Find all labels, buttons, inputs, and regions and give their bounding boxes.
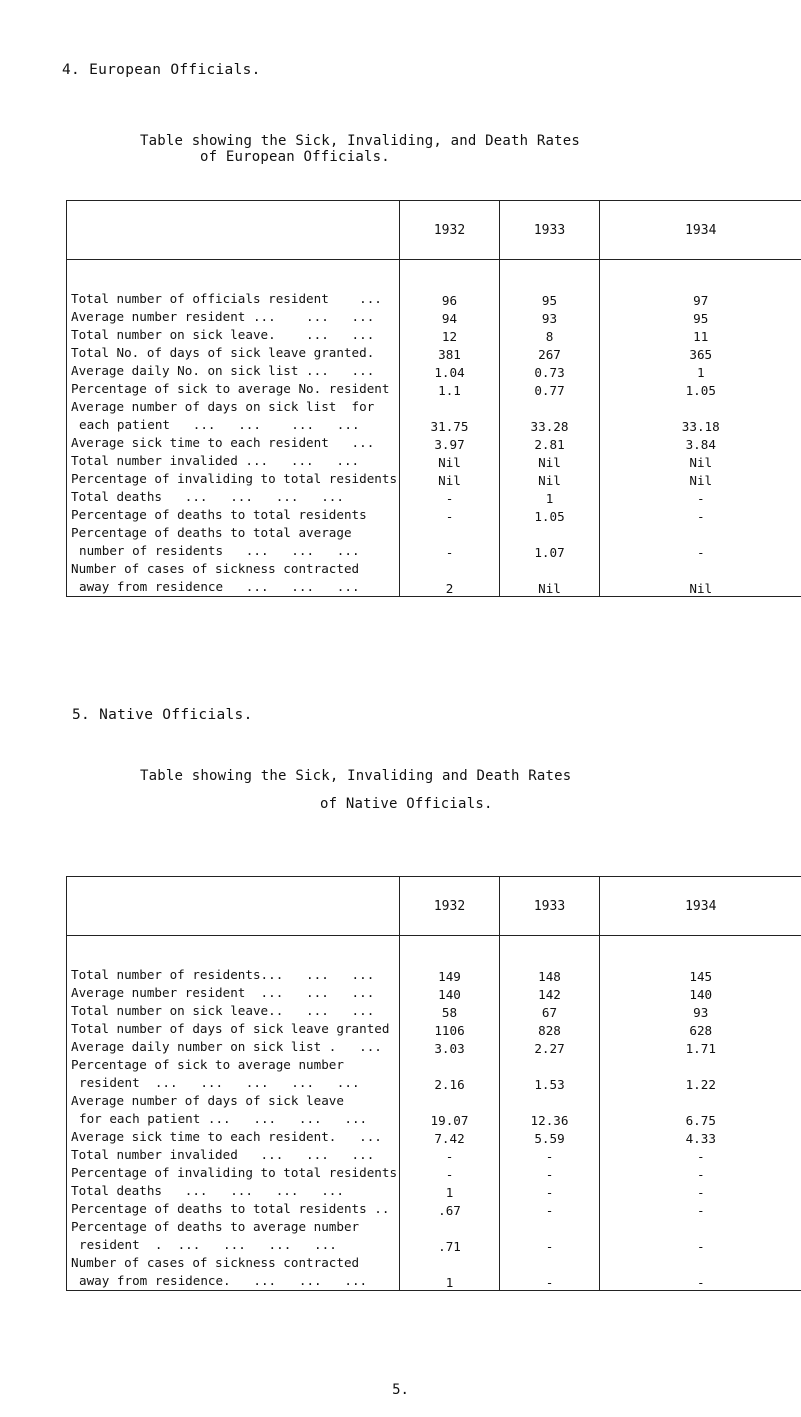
cell-1933: 1.07 — [500, 524, 600, 560]
cell-1932: - — [400, 524, 500, 560]
table-row — [67, 1182, 801, 1200]
row-label-line: Total number of days of sick leave granted — [71, 1021, 390, 1036]
table-row — [67, 344, 801, 362]
cell-1932: 1.1 — [400, 380, 500, 398]
cell-1933: 12.36 — [500, 1092, 600, 1128]
row-label — [67, 1146, 400, 1164]
row-label-line: Number of cases of sickness contracted — [71, 561, 360, 576]
section-4-caption-line-2: of European Officials. — [200, 149, 390, 165]
cell-1934: 140 — [689, 987, 713, 1002]
cell-1932: 2.16 — [400, 1056, 500, 1092]
cell-1934: Nil — [689, 473, 713, 488]
row-label-line: Percentage of invaliding to total residents — [71, 471, 398, 486]
cell-1933: - — [500, 1254, 600, 1291]
row-label-line: Average daily number on sick list . ... — [71, 1039, 382, 1054]
cell-1932: 3.97 — [400, 434, 500, 452]
cell-1934: - — [696, 1275, 705, 1290]
cell-1932: - — [400, 506, 500, 524]
cell-1933: 95 — [500, 260, 600, 309]
cell-1933: 1 — [500, 488, 600, 506]
cell-1932: 19.07 — [400, 1092, 500, 1128]
cell-1933: 142 — [500, 984, 600, 1002]
row-label — [67, 1020, 400, 1038]
cell-1933: - — [500, 1182, 600, 1200]
table-row — [67, 506, 801, 524]
row-label — [67, 452, 400, 470]
cell-1933: 2.27 — [500, 1038, 600, 1056]
cell-1934: - — [696, 1185, 705, 1200]
row-label — [67, 308, 400, 326]
cell-1932: 96 — [400, 260, 500, 309]
table-row — [67, 1146, 801, 1164]
row-label-line: Percentage of deaths to total residents — [71, 507, 367, 522]
table-row — [67, 398, 801, 434]
row-label-line: Percentage of deaths to total average — [71, 525, 352, 540]
table-row — [67, 434, 801, 452]
row-label — [67, 1002, 400, 1020]
table-row — [67, 1002, 801, 1020]
row-label-line: Total number of officials resident ... — [71, 291, 382, 306]
cell-1932: 3.03 — [400, 1038, 500, 1056]
cell-1933: 33.28 — [500, 398, 600, 434]
cell-1933: 2.81 — [500, 434, 600, 452]
cell-1932: 1 — [400, 1182, 500, 1200]
cell-1933: Nil — [500, 470, 600, 488]
table-row — [67, 308, 801, 326]
table-row — [67, 362, 801, 380]
cell-1934: 365 — [689, 347, 713, 362]
table-row — [67, 560, 801, 597]
cell-1934: 6.75 — [685, 1113, 716, 1128]
cell-1932: - — [400, 488, 500, 506]
table-row — [67, 488, 801, 506]
row-label-line: resident . ... ... ... ... — [79, 1237, 337, 1252]
cell-1934: - — [696, 509, 705, 524]
cell-1932: 12 — [400, 326, 500, 344]
row-label-line: each patient ... ... ... ... — [79, 417, 360, 432]
row-label-line: resident ... ... ... ... ... — [79, 1075, 360, 1090]
row-label-line: Average number of days of sick leave — [71, 1093, 344, 1108]
row-label-line: Percentage of deaths to total residents .. — [71, 1201, 390, 1216]
cell-1932: 94 — [400, 308, 500, 326]
cell-1934: - — [696, 1239, 705, 1254]
table-row — [67, 326, 801, 344]
cell-1933: Nil — [500, 452, 600, 470]
row-label — [67, 1200, 400, 1218]
cell-1934: - — [696, 1149, 705, 1164]
row-label — [67, 936, 400, 985]
row-label — [67, 1092, 400, 1128]
cell-1934: 1 — [696, 365, 705, 380]
cell-1932: 149 — [400, 936, 500, 985]
row-label — [67, 362, 400, 380]
native-officials-table — [66, 876, 801, 1291]
row-label — [67, 326, 400, 344]
cell-1933: 1.53 — [500, 1056, 600, 1092]
cell-1932: 1.04 — [400, 362, 500, 380]
row-label — [67, 434, 400, 452]
section-5-caption-line-1: Table showing the Sick, Invaliding and Death Rates — [140, 768, 572, 784]
row-label — [67, 1128, 400, 1146]
row-label-line: Average number resident ... ... ... — [71, 985, 375, 1000]
cell-1932: - — [400, 1146, 500, 1164]
cell-1934: - — [696, 1203, 705, 1218]
year-header-2: 1934 — [600, 201, 801, 260]
cell-1933: - — [500, 1200, 600, 1218]
section-5-heading: 5. Native Officials. — [72, 707, 253, 723]
cell-1933: 93 — [500, 308, 600, 326]
year-header-2: 1934 — [600, 877, 801, 936]
cell-1932: 2 — [400, 560, 500, 597]
cell-1932: .67 — [400, 1200, 500, 1218]
row-label — [67, 344, 400, 362]
cell-1934: 93 — [693, 1005, 709, 1020]
row-label-line: Total deaths ... ... ... ... — [71, 1183, 344, 1198]
row-label — [67, 1182, 400, 1200]
row-label-line: away from residence ... ... ... — [79, 579, 360, 594]
cell-1932: 381 — [400, 344, 500, 362]
cell-1932: Nil — [400, 470, 500, 488]
cell-1932: Nil — [400, 452, 500, 470]
table-row — [67, 524, 801, 560]
row-label-line: Average sick time to each resident ... — [71, 435, 375, 450]
row-label-line: Total number invalided ... ... ... — [71, 1147, 375, 1162]
cell-1933: 828 — [500, 1020, 600, 1038]
cell-1934: 1.71 — [685, 1041, 716, 1056]
cell-1933: 8 — [500, 326, 600, 344]
row-label-line: Percentage of deaths to average number — [71, 1219, 360, 1234]
table-row — [67, 1254, 801, 1291]
cell-1933: 67 — [500, 1002, 600, 1020]
cell-1934: 97 — [693, 293, 709, 308]
cell-1934: 1.22 — [685, 1077, 716, 1092]
row-label — [67, 380, 400, 398]
header-blank-cell — [67, 201, 400, 260]
row-label-line: Average number of days on sick list for — [71, 399, 375, 414]
year-header-0: 1932 — [400, 201, 500, 260]
cell-1934: Nil — [689, 455, 713, 470]
row-label — [67, 560, 400, 597]
row-label — [67, 1254, 400, 1291]
cell-1933: 267 — [500, 344, 600, 362]
table-row — [67, 1164, 801, 1182]
row-label-line: Total No. of days of sick leave granted. — [71, 345, 375, 360]
cell-1934: 145 — [689, 969, 713, 984]
cell-1933: 1.05 — [500, 506, 600, 524]
cell-1934: - — [696, 491, 705, 506]
cell-1934: - — [696, 545, 705, 560]
row-label — [67, 470, 400, 488]
row-label-line: Percentage of sick to average No. resident — [71, 381, 390, 396]
row-label-line: Average sick time to each resident. ... — [71, 1129, 382, 1144]
table-row — [67, 936, 801, 985]
row-label — [67, 524, 400, 560]
cell-1932: - — [400, 1164, 500, 1182]
row-label-line: Total number invalided ... ... ... — [71, 453, 360, 468]
year-header-0: 1932 — [400, 877, 500, 936]
header-row — [67, 201, 801, 260]
table-row — [67, 260, 801, 309]
cell-1932: .71 — [400, 1218, 500, 1254]
row-label-line: Average number resident ... ... ... — [71, 309, 375, 324]
row-label-line: Percentage of invaliding to total residents — [71, 1165, 398, 1180]
row-label — [67, 488, 400, 506]
table-row — [67, 470, 801, 488]
table-row — [67, 380, 801, 398]
table-row — [67, 984, 801, 1002]
european-officials-table — [66, 200, 801, 597]
header-blank-cell — [67, 877, 400, 936]
table-row — [67, 1020, 801, 1038]
cell-1932: 7.42 — [400, 1128, 500, 1146]
cell-1932: 58 — [400, 1002, 500, 1020]
section-4-heading: 4. European Officials. — [62, 62, 261, 78]
row-label — [67, 398, 400, 434]
cell-1934: 3.84 — [685, 437, 716, 452]
row-label — [67, 984, 400, 1002]
table-row — [67, 1218, 801, 1254]
cell-1933: 148 — [500, 936, 600, 985]
section-5-caption-line-2: of Native Officials. — [320, 796, 493, 812]
cell-1933: - — [500, 1146, 600, 1164]
table-row — [67, 452, 801, 470]
cell-1934: 11 — [693, 329, 709, 344]
table-row — [67, 1056, 801, 1092]
year-header-1: 1933 — [500, 877, 600, 936]
row-label — [67, 1056, 400, 1092]
row-label — [67, 260, 400, 309]
cell-1933: Nil — [500, 560, 600, 597]
row-label-line: Percentage of sick to average number — [71, 1057, 344, 1072]
row-label — [67, 1164, 400, 1182]
row-label — [67, 506, 400, 524]
row-label-line: number of residents ... ... ... — [79, 543, 360, 558]
row-label-line: Average daily No. on sick list ... ... — [71, 363, 375, 378]
cell-1933: - — [500, 1164, 600, 1182]
cell-1933: 0.73 — [500, 362, 600, 380]
row-label-line: Total number on sick leave.. ... ... — [71, 1003, 375, 1018]
section-4-caption — [140, 133, 580, 165]
row-label — [67, 1218, 400, 1254]
table-row — [67, 1200, 801, 1218]
table-row — [67, 1038, 801, 1056]
year-header-1: 1933 — [500, 201, 600, 260]
cell-1934: - — [696, 1167, 705, 1182]
cell-1932: 1 — [400, 1254, 500, 1291]
cell-1932: 140 — [400, 984, 500, 1002]
cell-1932: 31.75 — [400, 398, 500, 434]
header-row — [67, 877, 801, 936]
cell-1934: Nil — [689, 581, 713, 596]
cell-1934: 95 — [693, 311, 709, 326]
row-label — [67, 1038, 400, 1056]
cell-1934: 1.05 — [685, 383, 716, 398]
cell-1934: 4.33 — [685, 1131, 716, 1146]
cell-1933: - — [500, 1218, 600, 1254]
cell-1933: 5.59 — [500, 1128, 600, 1146]
row-label-line: Total number of residents... ... ... — [71, 967, 375, 982]
table-row — [67, 1092, 801, 1128]
table-row — [67, 1128, 801, 1146]
cell-1933: 0.77 — [500, 380, 600, 398]
section-5-caption — [140, 768, 571, 812]
row-label-line: for each patient ... ... ... ... — [79, 1111, 368, 1126]
row-label-line: Total number on sick leave. ... ... — [71, 327, 375, 342]
section-4-caption-line-1: Table showing the Sick, Invaliding, and Death Rates — [140, 133, 581, 149]
cell-1934: 33.18 — [681, 419, 720, 434]
page-number: 5. — [392, 1382, 409, 1398]
cell-1934: 628 — [689, 1023, 713, 1038]
row-label-line: Total deaths ... ... ... ... — [71, 489, 344, 504]
row-label-line: away from residence. ... ... ... — [79, 1273, 368, 1288]
cell-1932: 1106 — [400, 1020, 500, 1038]
row-label-line: Number of cases of sickness contracted — [71, 1255, 360, 1270]
